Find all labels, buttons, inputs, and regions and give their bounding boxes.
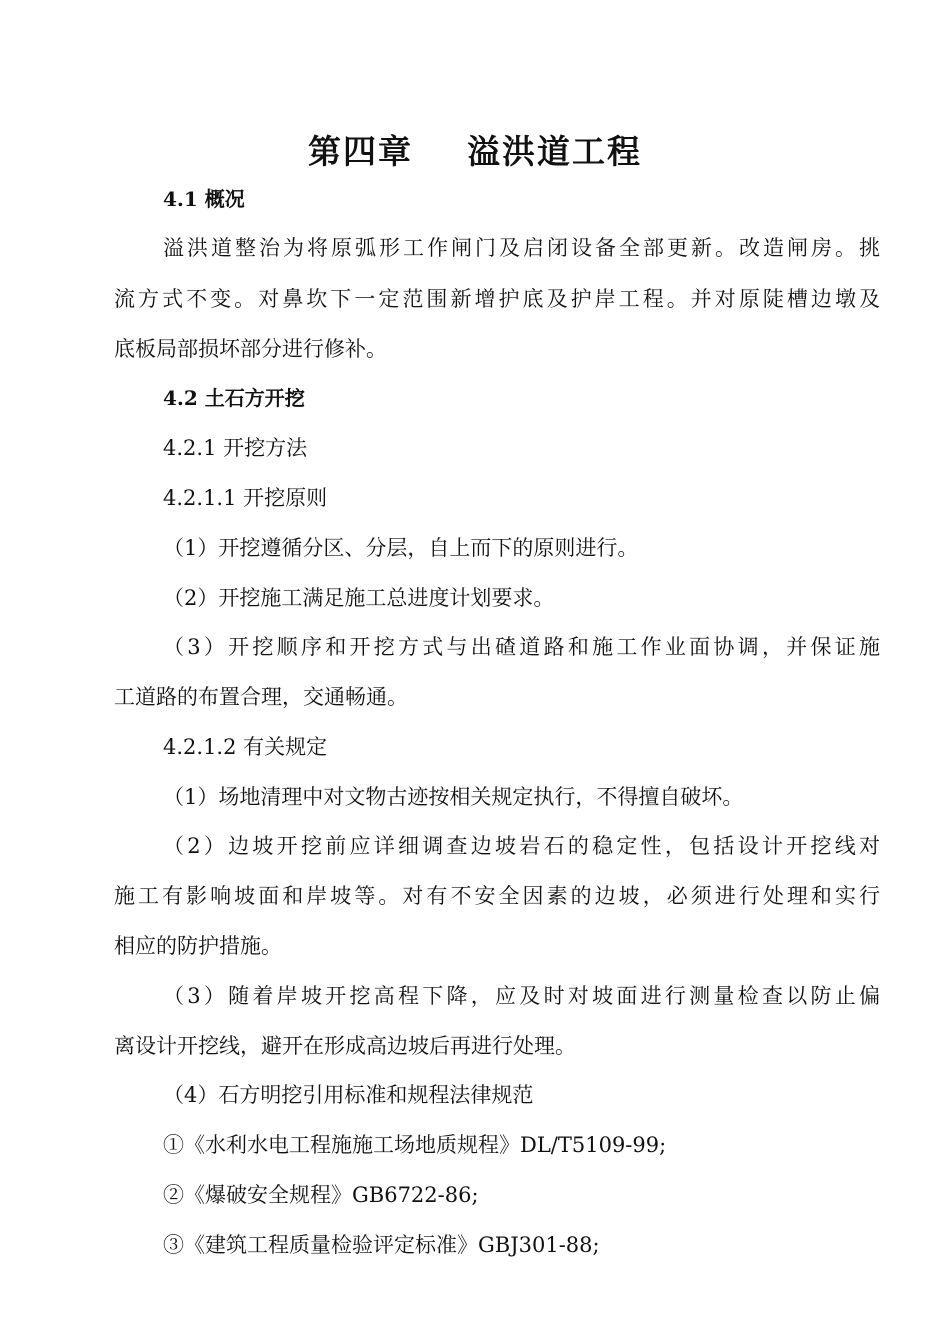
list-item-continued: 施工有影响坡面和岸坡等。对有不安全因素的边坡，必须进行处理和实行 [114, 884, 880, 908]
chapter-title: 第四章 溢洪道工程 [308, 132, 642, 171]
standard-reference: ①《水利水电工程施施工场地质规程》DL/T5109-99; [163, 1133, 667, 1157]
list-item: （4）石方明挖引用标准和规程法律规范 [163, 1083, 534, 1107]
list-item-continued: 相应的防护措施。 [114, 934, 282, 958]
subsection-heading: 4.2.1.2 有关规定 [163, 735, 328, 759]
section-heading-4-2: 4.2 土石方开挖 [163, 386, 305, 410]
list-item: （1）场地清理中对文物古迹按相关规定执行，不得擅自破坏。 [163, 785, 744, 809]
list-item: （2）开挖施工满足施工总进度计划要求。 [163, 586, 555, 610]
section-heading-4-1: 4.1 概况 [163, 187, 245, 211]
paragraph-line: 溢洪道整治为将原弧形工作闸门及启闭设备全部更新。改造闸房。挑 [163, 236, 880, 260]
subsection-heading: 4.2.1.1 开挖原则 [163, 486, 328, 510]
paragraph-line: 底板局部损坏部分进行修补。 [114, 337, 387, 361]
standard-reference: ③《建筑工程质量检验评定标准》GBJ301-88; [163, 1233, 600, 1257]
paragraph-line: 流方式不变。对鼻坎下一定范围新增护底及护岸工程。并对原陡槽边墩及 [114, 287, 880, 311]
standard-reference: ②《爆破安全规程》GB6722-86; [163, 1183, 479, 1207]
list-item: （2）边坡开挖前应详细调查边坡岩石的稳定性，包括设计开挖线对 [163, 834, 880, 858]
list-item-continued: 离设计开挖线，避开在形成高边坡后再进行处理。 [114, 1034, 576, 1058]
list-item: （1）开挖遵循分区、分层，自上而下的原则进行。 [163, 536, 639, 560]
list-item: （3）随着岸坡开挖高程下降，应及时对坡面进行测量检查以防止偏 [163, 984, 880, 1008]
list-item-continued: 工道路的布置合理，交通畅通。 [114, 685, 408, 709]
subsection-heading: 4.2.1 开挖方法 [163, 436, 308, 460]
list-item: （3）开挖顺序和开挖方式与出碴道路和施工作业面协调，并保证施 [163, 635, 880, 659]
